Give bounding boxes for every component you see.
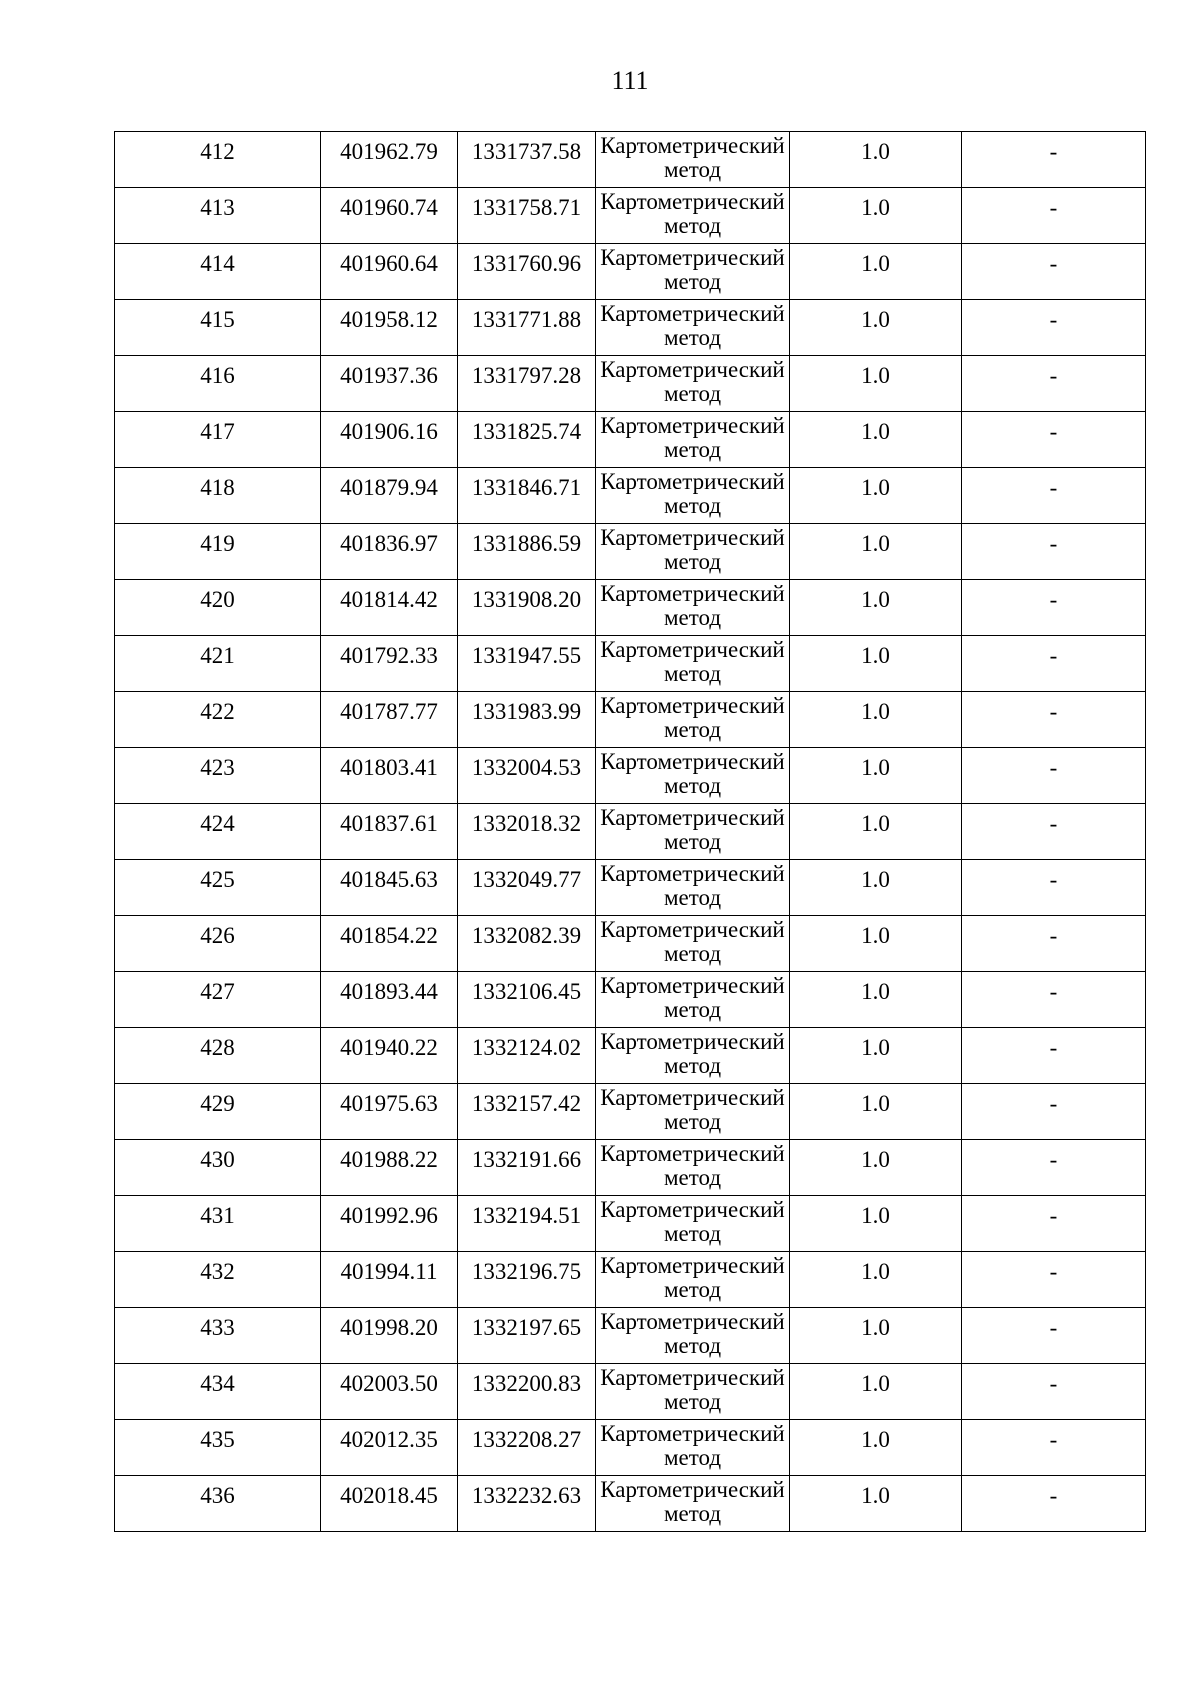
description-cell: - (962, 1084, 1146, 1140)
y-coordinate-cell: 1332194.51 (458, 1196, 596, 1252)
point-number-cell: 424 (115, 804, 321, 860)
method-cell (596, 1420, 790, 1476)
point-number-cell: 426 (115, 916, 321, 972)
coordinates-table-body (115, 132, 1146, 1532)
x-coordinate-cell: 401962.79 (321, 132, 458, 188)
y-coordinate-cell: 1331760.96 (458, 244, 596, 300)
accuracy-cell: 1.0 (790, 524, 962, 580)
table-row (115, 916, 1146, 972)
x-coordinate-cell: 401837.61 (321, 804, 458, 860)
point-number-cell: 431 (115, 1196, 321, 1252)
description-cell: - (962, 1196, 1146, 1252)
method-line-2: метод (663, 829, 722, 854)
table-row (115, 972, 1146, 1028)
coordinates-table (114, 131, 1146, 1532)
x-coordinate-cell: 401845.63 (321, 860, 458, 916)
point-number-cell: 414 (115, 244, 321, 300)
accuracy-cell: 1.0 (790, 972, 962, 1028)
table-row (115, 1196, 1146, 1252)
y-coordinate-cell: 1331771.88 (458, 300, 596, 356)
table-row (115, 1084, 1146, 1140)
accuracy-cell: 1.0 (790, 1196, 962, 1252)
x-coordinate-cell: 401906.16 (321, 412, 458, 468)
y-coordinate-cell: 1332157.42 (458, 1084, 596, 1140)
x-coordinate-cell: 401988.22 (321, 1140, 458, 1196)
description-cell: - (962, 412, 1146, 468)
method-cell (596, 300, 790, 356)
description-cell: - (962, 1420, 1146, 1476)
point-number-cell: 423 (115, 748, 321, 804)
method-line-2: метод (663, 1333, 722, 1358)
accuracy-cell: 1.0 (790, 300, 962, 356)
y-coordinate-cell: 1331886.59 (458, 524, 596, 580)
method-line-1: Картометрический (600, 1309, 785, 1334)
method-cell (596, 1196, 790, 1252)
point-number-cell: 417 (115, 412, 321, 468)
method-line-1: Картометрический (600, 245, 785, 270)
method-line-2: метод (663, 605, 722, 630)
y-coordinate-cell: 1331758.71 (458, 188, 596, 244)
x-coordinate-cell: 401787.77 (321, 692, 458, 748)
method-cell (596, 1028, 790, 1084)
description-cell: - (962, 1252, 1146, 1308)
method-line-2: метод (663, 1165, 722, 1190)
x-coordinate-cell: 401893.44 (321, 972, 458, 1028)
y-coordinate-cell: 1332004.53 (458, 748, 596, 804)
accuracy-cell: 1.0 (790, 412, 962, 468)
description-cell: - (962, 580, 1146, 636)
y-coordinate-cell: 1331846.71 (458, 468, 596, 524)
method-cell (596, 1476, 790, 1532)
point-number-cell: 415 (115, 300, 321, 356)
description-cell: - (962, 300, 1146, 356)
method-line-1: Картометрический (600, 1197, 785, 1222)
x-coordinate-cell: 402003.50 (321, 1364, 458, 1420)
y-coordinate-cell: 1332106.45 (458, 972, 596, 1028)
method-line-2: метод (663, 1053, 722, 1078)
point-number-cell: 430 (115, 1140, 321, 1196)
method-line-2: метод (663, 773, 722, 798)
method-line-1: Картометрический (600, 861, 785, 886)
method-line-2: метод (663, 1445, 722, 1470)
x-coordinate-cell: 401803.41 (321, 748, 458, 804)
point-number-cell: 428 (115, 1028, 321, 1084)
description-cell: - (962, 1476, 1146, 1532)
accuracy-cell: 1.0 (790, 468, 962, 524)
accuracy-cell: 1.0 (790, 636, 962, 692)
x-coordinate-cell: 401937.36 (321, 356, 458, 412)
method-line-1: Картометрический (600, 973, 785, 998)
accuracy-cell: 1.0 (790, 1252, 962, 1308)
accuracy-cell: 1.0 (790, 1084, 962, 1140)
accuracy-cell: 1.0 (790, 1364, 962, 1420)
x-coordinate-cell: 401960.74 (321, 188, 458, 244)
description-cell: - (962, 188, 1146, 244)
accuracy-cell: 1.0 (790, 1420, 962, 1476)
table-row (115, 636, 1146, 692)
y-coordinate-cell: 1332197.65 (458, 1308, 596, 1364)
method-line-2: метод (663, 1501, 722, 1526)
point-number-cell: 418 (115, 468, 321, 524)
table-row (115, 1028, 1146, 1084)
point-number-cell: 432 (115, 1252, 321, 1308)
y-coordinate-cell: 1332208.27 (458, 1420, 596, 1476)
x-coordinate-cell: 401994.11 (321, 1252, 458, 1308)
y-coordinate-cell: 1332200.83 (458, 1364, 596, 1420)
point-number-cell: 420 (115, 580, 321, 636)
table-row (115, 1420, 1146, 1476)
accuracy-cell: 1.0 (790, 860, 962, 916)
method-line-2: метод (663, 1389, 722, 1414)
table-row (115, 300, 1146, 356)
description-cell: - (962, 972, 1146, 1028)
y-coordinate-cell: 1332196.75 (458, 1252, 596, 1308)
method-line-1: Картометрический (600, 1253, 785, 1278)
method-line-1: Картометрический (600, 1477, 785, 1502)
y-coordinate-cell: 1332018.32 (458, 804, 596, 860)
x-coordinate-cell: 401854.22 (321, 916, 458, 972)
method-cell (596, 916, 790, 972)
y-coordinate-cell: 1332082.39 (458, 916, 596, 972)
accuracy-cell: 1.0 (790, 1476, 962, 1532)
method-line-1: Картометрический (600, 917, 785, 942)
table-row (115, 524, 1146, 580)
point-number-cell: 416 (115, 356, 321, 412)
accuracy-cell: 1.0 (790, 188, 962, 244)
method-line-2: метод (663, 549, 722, 574)
point-number-cell: 413 (115, 188, 321, 244)
point-number-cell: 436 (115, 1476, 321, 1532)
table-row (115, 1476, 1146, 1532)
table-row (115, 1308, 1146, 1364)
description-cell: - (962, 916, 1146, 972)
x-coordinate-cell: 401958.12 (321, 300, 458, 356)
accuracy-cell: 1.0 (790, 804, 962, 860)
point-number-cell: 425 (115, 860, 321, 916)
accuracy-cell: 1.0 (790, 916, 962, 972)
table-row (115, 580, 1146, 636)
table-row (115, 188, 1146, 244)
method-cell (596, 692, 790, 748)
method-line-1: Картометрический (600, 1421, 785, 1446)
accuracy-cell: 1.0 (790, 1028, 962, 1084)
method-cell (596, 636, 790, 692)
method-cell (596, 412, 790, 468)
table-row (115, 132, 1146, 188)
table-row (115, 804, 1146, 860)
method-cell (596, 1308, 790, 1364)
method-line-1: Картометрический (600, 749, 785, 774)
x-coordinate-cell: 401998.20 (321, 1308, 458, 1364)
table-row (115, 692, 1146, 748)
method-line-2: метод (663, 437, 722, 462)
y-coordinate-cell: 1331908.20 (458, 580, 596, 636)
description-cell: - (962, 132, 1146, 188)
point-number-cell: 419 (115, 524, 321, 580)
page-number: 111 (611, 66, 649, 95)
point-number-cell: 412 (115, 132, 321, 188)
method-line-2: метод (663, 1109, 722, 1134)
description-cell: - (962, 356, 1146, 412)
method-cell (596, 524, 790, 580)
method-line-1: Картометрический (600, 805, 785, 830)
description-cell: - (962, 468, 1146, 524)
table-row (115, 1252, 1146, 1308)
description-cell: - (962, 636, 1146, 692)
description-cell: - (962, 524, 1146, 580)
accuracy-cell: 1.0 (790, 748, 962, 804)
point-number-cell: 429 (115, 1084, 321, 1140)
description-cell: - (962, 1364, 1146, 1420)
y-coordinate-cell: 1331947.55 (458, 636, 596, 692)
method-line-2: метод (663, 213, 722, 238)
description-cell: - (962, 748, 1146, 804)
method-cell (596, 1252, 790, 1308)
point-number-cell: 427 (115, 972, 321, 1028)
point-number-cell: 434 (115, 1364, 321, 1420)
method-line-2: метод (663, 941, 722, 966)
table-row (115, 412, 1146, 468)
method-cell (596, 188, 790, 244)
accuracy-cell: 1.0 (790, 692, 962, 748)
method-cell (596, 132, 790, 188)
table-row (115, 1140, 1146, 1196)
method-line-1: Картометрический (600, 1141, 785, 1166)
point-number-cell: 435 (115, 1420, 321, 1476)
method-line-2: метод (663, 325, 722, 350)
method-cell (596, 580, 790, 636)
accuracy-cell: 1.0 (790, 580, 962, 636)
accuracy-cell: 1.0 (790, 132, 962, 188)
method-line-1: Картометрический (600, 637, 785, 662)
description-cell: - (962, 804, 1146, 860)
x-coordinate-cell: 401940.22 (321, 1028, 458, 1084)
table-row (115, 468, 1146, 524)
x-coordinate-cell: 401975.63 (321, 1084, 458, 1140)
method-line-1: Картометрический (600, 469, 785, 494)
y-coordinate-cell: 1332124.02 (458, 1028, 596, 1084)
method-cell (596, 468, 790, 524)
x-coordinate-cell: 401792.33 (321, 636, 458, 692)
table-row (115, 356, 1146, 412)
point-number-cell: 433 (115, 1308, 321, 1364)
x-coordinate-cell: 401836.97 (321, 524, 458, 580)
method-cell (596, 748, 790, 804)
method-cell (596, 244, 790, 300)
accuracy-cell: 1.0 (790, 1308, 962, 1364)
x-coordinate-cell: 401992.96 (321, 1196, 458, 1252)
description-cell: - (962, 1308, 1146, 1364)
y-coordinate-cell: 1332049.77 (458, 860, 596, 916)
method-cell (596, 356, 790, 412)
method-line-1: Картометрический (600, 1029, 785, 1054)
table-row (115, 1364, 1146, 1420)
method-cell (596, 1084, 790, 1140)
description-cell: - (962, 244, 1146, 300)
x-coordinate-cell: 401814.42 (321, 580, 458, 636)
method-line-1: Картометрический (600, 693, 785, 718)
accuracy-cell: 1.0 (790, 244, 962, 300)
method-line-2: метод (663, 717, 722, 742)
y-coordinate-cell: 1332232.63 (458, 1476, 596, 1532)
y-coordinate-cell: 1331983.99 (458, 692, 596, 748)
method-line-2: метод (663, 493, 722, 518)
x-coordinate-cell: 402018.45 (321, 1476, 458, 1532)
description-cell: - (962, 1028, 1146, 1084)
table-row (115, 244, 1146, 300)
point-number-cell: 421 (115, 636, 321, 692)
method-line-2: метод (663, 885, 722, 910)
method-line-1: Картометрический (600, 1085, 785, 1110)
y-coordinate-cell: 1332191.66 (458, 1140, 596, 1196)
description-cell: - (962, 1140, 1146, 1196)
x-coordinate-cell: 402012.35 (321, 1420, 458, 1476)
method-line-2: метод (663, 661, 722, 686)
method-line-2: метод (663, 1221, 722, 1246)
method-cell (596, 860, 790, 916)
accuracy-cell: 1.0 (790, 356, 962, 412)
accuracy-cell: 1.0 (790, 1140, 962, 1196)
y-coordinate-cell: 1331825.74 (458, 412, 596, 468)
method-line-2: метод (663, 157, 722, 182)
method-line-1: Картометрический (600, 413, 785, 438)
table-row (115, 748, 1146, 804)
method-line-2: метод (663, 1277, 722, 1302)
y-coordinate-cell: 1331737.58 (458, 132, 596, 188)
description-cell: - (962, 692, 1146, 748)
point-number-cell: 422 (115, 692, 321, 748)
method-cell (596, 1140, 790, 1196)
method-line-1: Картометрический (600, 357, 785, 382)
method-line-1: Картометрический (600, 133, 785, 158)
method-cell (596, 804, 790, 860)
y-coordinate-cell: 1331797.28 (458, 356, 596, 412)
x-coordinate-cell: 401879.94 (321, 468, 458, 524)
method-line-1: Картометрический (600, 525, 785, 550)
method-line-2: метод (663, 381, 722, 406)
method-line-2: метод (663, 997, 722, 1022)
x-coordinate-cell: 401960.64 (321, 244, 458, 300)
method-line-1: Картометрический (600, 1365, 785, 1390)
method-cell (596, 972, 790, 1028)
method-cell (596, 1364, 790, 1420)
table-row (115, 860, 1146, 916)
method-line-1: Картометрический (600, 301, 785, 326)
method-line-1: Картометрический (600, 189, 785, 214)
method-line-2: метод (663, 269, 722, 294)
method-line-1: Картометрический (600, 581, 785, 606)
description-cell: - (962, 860, 1146, 916)
